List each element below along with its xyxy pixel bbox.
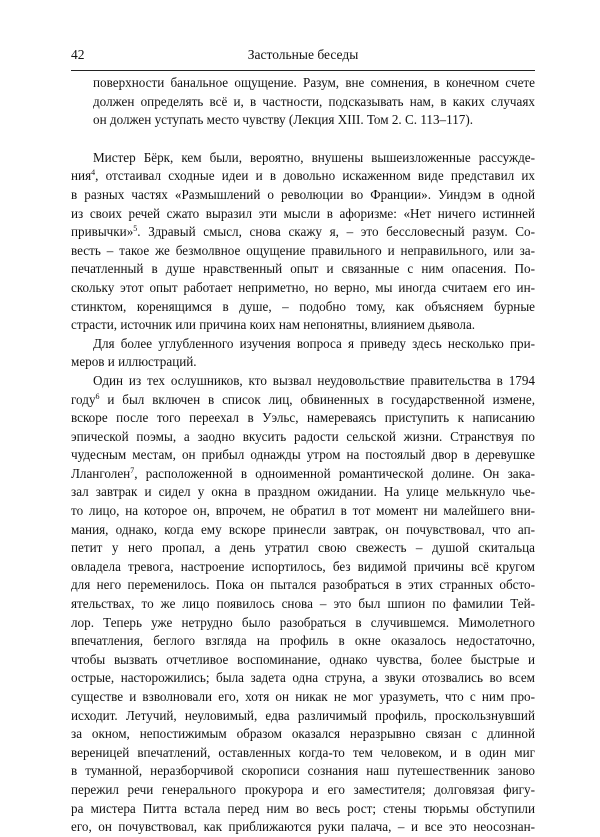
text-fragment: ния	[71, 168, 92, 184]
text-line: острые, насторожились; была задета одна струна, а звуки отозвались во всем	[71, 670, 535, 686]
text-line: пережил речи генерального прокурора и его заместителя; долговязая фигу-	[71, 781, 535, 797]
text-line: страсти, источник или причина коих нам непонятны, влиянием дьявола.	[71, 317, 476, 333]
page-number: 42	[71, 47, 85, 62]
text-line: мания, однако, когда ему вскоре принесли завтрак, он почувствовал, что ап-	[71, 521, 535, 537]
text-line: его, он почувствовал, как приближаются руки палача, – и все это неосознан-	[71, 819, 535, 835]
text-line: то лицо, на которое он, впрочем, не обратил в тот момент ни малейшего вни-	[71, 503, 535, 519]
text-line: стинктом, коренящимся в душе, – подобно тому, как объясняем бурные	[71, 298, 535, 314]
text-line: чтобы вызвать отчетливое воспоминание, однако чувства, более быстрые и	[71, 651, 535, 667]
text-fragment: привычки»	[71, 224, 134, 240]
text-line: он должен уступать место чувству (Лекция XIII. Том 2. С. 113–117).	[93, 112, 474, 128]
footnote-ref-5: 5	[133, 224, 138, 234]
text-line: существе и взволновали его, хотя он никак не мог уразуметь, что с ним про-	[71, 689, 535, 704]
text-line: весть – такое же безмолвное ощущение правильного и неправильного, или за-	[71, 242, 535, 258]
text-line	[71, 391, 535, 410]
paragraph-burke	[71, 149, 535, 335]
running-head	[71, 44, 535, 66]
text-line: впечатления, беглого взгляда на профиль в окне оказалось недостаточно,	[71, 633, 535, 649]
text-line: скольку этот опыт работает неприметно, но верно, мы иногда считаем его ин-	[71, 279, 535, 295]
text-line: петит у него пропал, а день утратил свою свежесть – душой скитальца	[71, 540, 535, 556]
paragraph-examples	[71, 335, 535, 372]
text-line: эпической поэмы, а заодно вкусить радости сельской жизни. Странствуя по	[71, 428, 535, 444]
paragraph-gap	[71, 130, 535, 149]
header-rule	[71, 70, 535, 71]
text-line: вскоре после того переехал в Уэльс, намереваясь приступить к написанию	[71, 410, 535, 426]
text-line: в разных частях «Размышлений о революции во Франции». Уиндэм в одной	[71, 186, 535, 202]
text-line	[71, 223, 535, 242]
text-line: овладела тревога, настроение испортилось, без видимой причины всё кругом	[71, 558, 535, 574]
text-line: Для более углубленного изучения вопроса я приведу здесь несколько при-	[93, 335, 535, 351]
text-line: ра мистера Питта встала перед ним во весь рост; стены тюрьмы обступили	[71, 800, 535, 816]
text-line: в туманной, неразборчивой скорописи сознания наш путешественник заново	[71, 763, 535, 779]
text-fragment: году	[71, 391, 96, 407]
block-quote	[71, 74, 535, 130]
text-line: для него переменилось. Пока он пытался разобраться в этих странных обсто-	[71, 577, 535, 593]
running-title: Застольные беседы	[247, 47, 359, 62]
text-line: должен определять всё и, в частности, подсказывать нам, в каких случаях	[93, 93, 535, 109]
text-fragment: Лланголен	[71, 465, 131, 481]
footnote-ref-7: 7	[130, 465, 135, 475]
text-line: Мистер Бёрк, кем были, вероятно, внушены вышеизложенные рассужде-	[93, 149, 535, 165]
text-line: зал завтрак и сидел у окна в праздном ожидании. На улице мелькнуло чье-	[71, 484, 535, 500]
footnote-ref-6: 6	[95, 391, 100, 401]
text-fragment: и был включен в список лиц, обвиненных в государственной измене,	[99, 391, 535, 407]
text-line: вереницей впечатлений, оставленных когда-то тем человеком, и в один миг	[71, 744, 535, 760]
text-line: поверхности банальное ощущение. Разум, вне сомнения, в конечном счете	[93, 75, 535, 90]
text-line: ятельствах, то же лицо появилось снова – это был шпион по фамилии Тей-	[71, 596, 535, 612]
text-line	[71, 167, 535, 186]
footnote-ref-4: 4	[91, 168, 96, 178]
text-line: чудесным местам, он прибыл однажды утром на постоялый двор в деревушке	[71, 447, 535, 463]
text-line: Один из тех ослушников, кто вызвал неудовольствие правительства в 1794	[93, 372, 535, 388]
body-text	[71, 74, 535, 837]
text-line	[71, 465, 535, 484]
text-fragment: , отстаивал сходные идеи и в довольно искаженном виде представил их	[95, 168, 535, 184]
text-fragment: . Здравый смысл, снова скажу я, – это бессловесный разум. Со-	[137, 224, 535, 240]
paragraph-story	[71, 372, 535, 837]
text-line: печатленный в душе нравственный опыт и связанные с ним опасения. По-	[71, 261, 535, 277]
text-line: исходит. Летучий, неуловимый, едва различимый профиль, проскользнувший	[71, 707, 535, 723]
text-line: меров и иллюстраций.	[71, 354, 197, 370]
text-line: за окном, непостижимым образом оказался неразрывно связан с длинной	[71, 726, 535, 742]
text-line: из своих речей сжато выразил эти мысли в афоризме: «Нет ничего истинней	[71, 205, 535, 221]
text-fragment: , расположенной в одноименной романтической долине. Он зака-	[134, 465, 535, 481]
text-line: лор. Теперь уже нетрудно было разобраться в случившемся. Мимолетного	[71, 614, 535, 630]
